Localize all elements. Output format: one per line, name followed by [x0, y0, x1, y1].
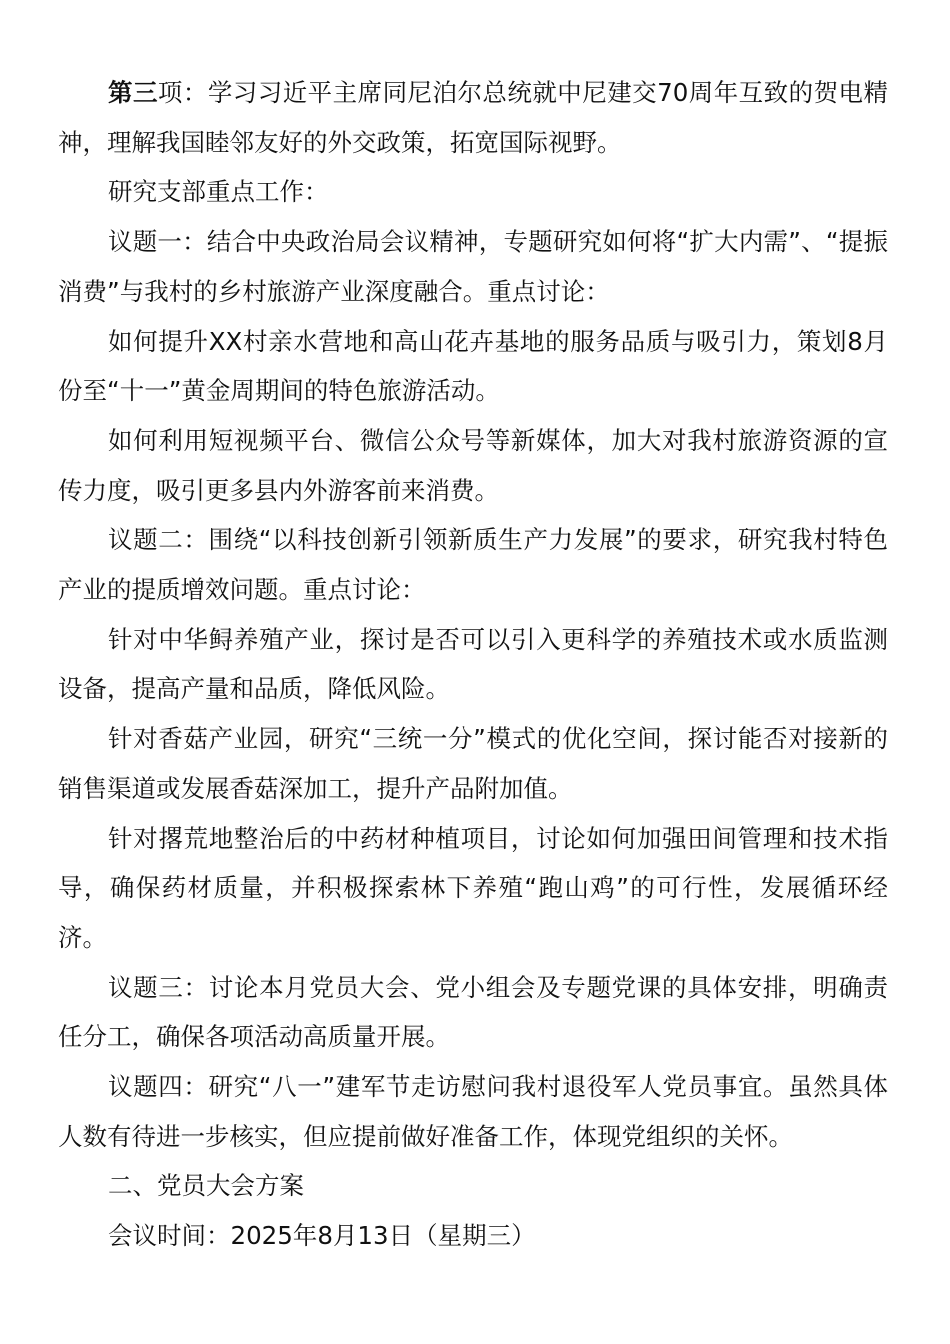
paragraph-meeting-time: 会议时间：2025年8月13日（星期三）: [108, 1221, 536, 1251]
section-heading-meeting-plan: 二、党员大会方案: [108, 1171, 304, 1201]
paragraph-topic-two-point-3: 针对撂荒地整治后的中药材种植项目，讨论如何加强田间管理和技术指导，确保药材质量，并积极探索林下养殖“跑山鸡”的可行性，发展循环经济。: [58, 823, 888, 952]
paragraph-topic-two: 议题二：围绕“以科技创新引领新质生产力发展”的要求，研究我村特色产业的提质增效问题。重点讨论：: [58, 525, 888, 605]
item-lead-bold: 第三: [108, 78, 158, 107]
paragraph-topic-one: 议题一：结合中央政治局会议精神，专题研究如何将“扩大内需”、“提振消费”与我村的乡村旅游产业深度融合。重点讨论：: [58, 227, 888, 306]
paragraph-branch-work-heading: 研究支部重点工作：: [108, 177, 329, 207]
document-body: [58, 68, 888, 1261]
paragraph-topic-two-point-2: 针对香菇产业园，研究“三统一分”模式的优化空间，探讨能否对接新的销售渠道或发展香菇深加工，提升产品附加值。: [58, 724, 888, 803]
paragraph-topic-one-point-2: 如何利用短视频平台、微信公众号等新媒体，加大对我村旅游资源的宣传力度，吸引更多县内外游客前来消费。: [58, 425, 888, 505]
paragraph-item-three: [58, 68, 888, 167]
paragraph-topic-four: 议题四：研究“八一”建军节走访慰问我村退役军人党员事宜。虽然具体人数有待进一步核实，但应提前做好准备工作，体现党组织的关怀。: [58, 1072, 888, 1151]
paragraph-topic-one-point-1: 如何提升XX村亲水营地和高山花卉基地的服务品质与吸引力，策划8月份至“十一”黄金周期间的特色旅游活动。: [58, 326, 888, 406]
paragraph-topic-two-point-1: 针对中华鲟养殖产业，探讨是否可以引入更科学的养殖技术或水质监测设备，提高产量和品质，降低风险。: [58, 624, 888, 704]
paragraph-text: 项：学习习近平主席同尼泊尔总统就中尼建交70周年互致的贺电精神，理解我国睦邻友好的外交政策，拓宽国际视野。: [58, 78, 888, 157]
paragraph-topic-three: 议题三：讨论本月党员大会、党小组会及专题党课的具体安排，明确责任分工，确保各项活动高质量开展。: [58, 972, 888, 1052]
